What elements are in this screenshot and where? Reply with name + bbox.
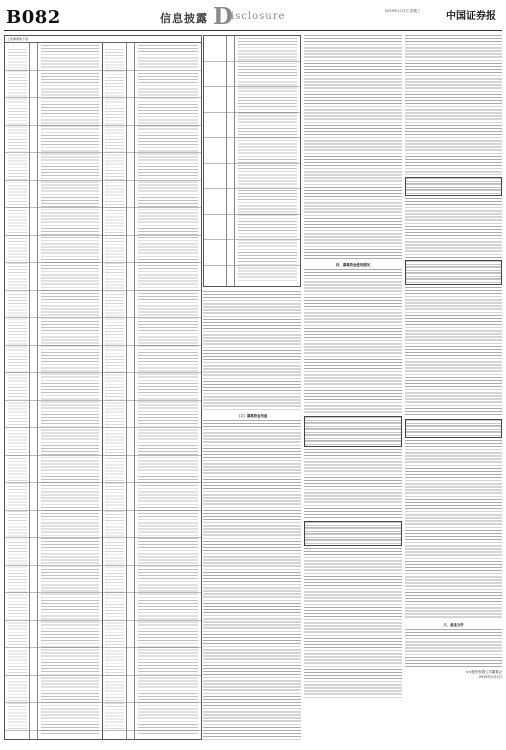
page-number: B082 (6, 7, 61, 28)
table-title: 上述事项如下表： (5, 36, 201, 43)
data-table (304, 521, 402, 546)
table-row (406, 432, 501, 437)
table-row-dividers (5, 43, 201, 740)
section-heading: 四、募集资金使用情况 (336, 263, 370, 267)
data-table (304, 416, 402, 447)
issue-date: 2019年1月2日 星期三 (385, 9, 421, 13)
body-text (203, 420, 301, 740)
body-text (405, 287, 502, 417)
newspaper-logo: 中国证券报 (446, 11, 496, 22)
signature-company: ××股份有限公司董事会 (465, 670, 502, 674)
continuation-table (203, 35, 301, 287)
signature-date: 2019年1月2日 (478, 675, 502, 679)
section-initial-letter: D (213, 3, 233, 30)
data-table (405, 260, 502, 285)
section-heading: （三）募集资金用途 (236, 414, 268, 418)
table-row (305, 441, 401, 446)
section-title-en: isclosure (231, 11, 286, 22)
body-text (405, 440, 502, 620)
body-text (405, 198, 502, 258)
body-text (405, 35, 502, 175)
body-text (304, 35, 402, 260)
data-table (405, 419, 502, 438)
table-row (305, 540, 401, 545)
table-row-dividers (204, 36, 300, 286)
body-text (405, 629, 502, 669)
article-column-3 (304, 35, 402, 740)
section-heading: 六、备查文件 (443, 623, 464, 627)
body-text (304, 269, 402, 414)
header-rule (4, 30, 502, 31)
data-table (405, 177, 502, 196)
article-column-2 (203, 35, 301, 740)
table-row (406, 279, 501, 284)
body-text (304, 449, 402, 519)
disclosure-table-left (4, 35, 202, 740)
table-row (406, 190, 501, 195)
article-column-4 (405, 35, 502, 740)
body-text (203, 291, 301, 411)
body-text (304, 548, 402, 698)
page-header (0, 0, 506, 30)
section-title-cn: 信息披露 (160, 12, 208, 25)
